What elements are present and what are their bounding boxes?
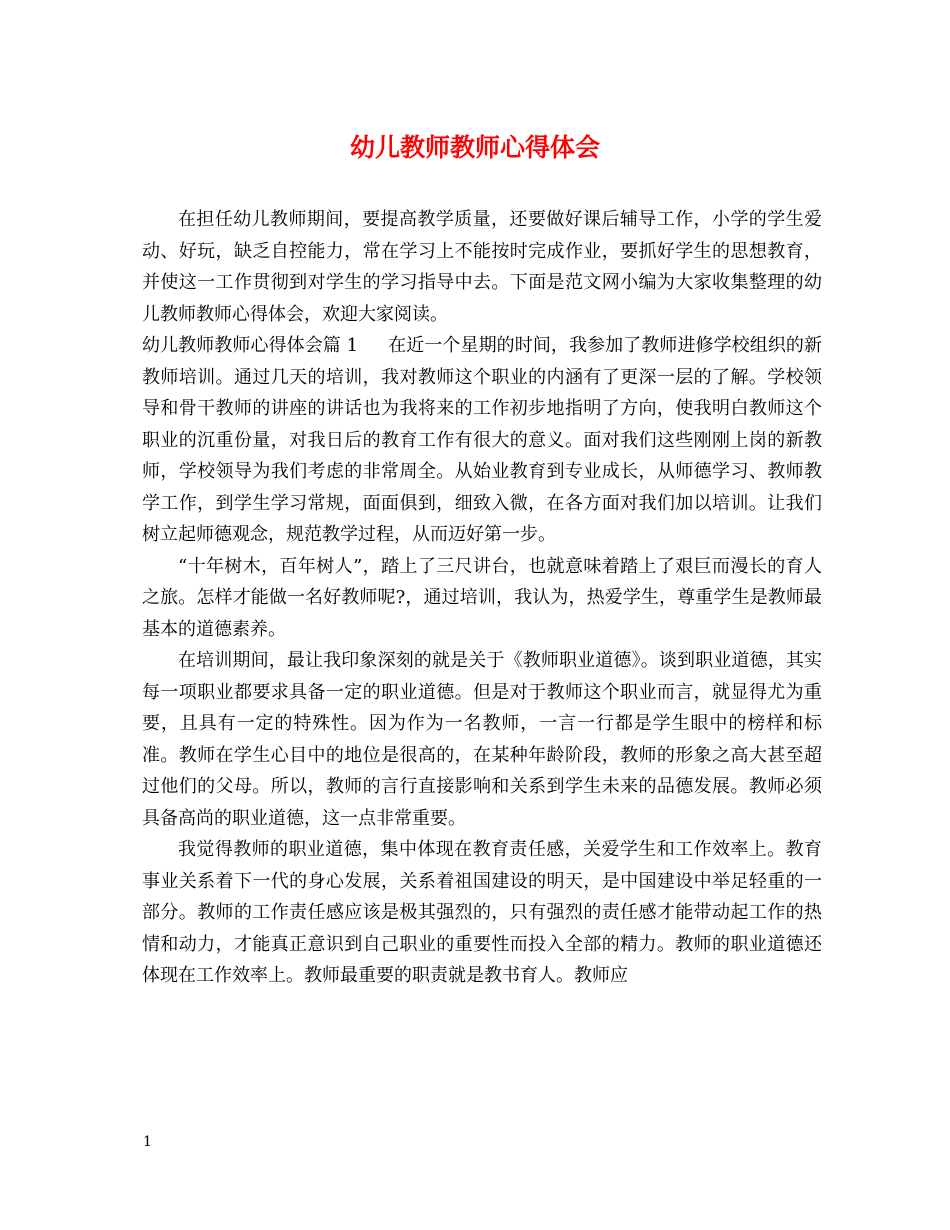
document-title: 幼儿教师教师心得体会 xyxy=(349,133,600,162)
section-first-paragraph: 在近一个星期的时间，我参加了教师进修学校组织的新教师培训。通过几天的培训，我对教师这个职业的内涵有了更深一层的了解。学校领导和骨干教师的讲座的讲话也为我将来的工作初步地指明了方向，使我明白教师这个职业的沉重份量，对我日后的教育工作有很大的意义。面对我们这些刚刚上岗的新教师，学校领导为我们考虑的非常周全。从始业教育到专业成长，从师德学习、教师教学工作，到学生学习常规，面面俱到，细致入微，在各方面对我们加以培训。让我们树立起师德观念，规范教学过程，从而迈好第一步。 xyxy=(142,335,822,545)
intro-paragraph: 在担任幼儿教师期间，要提高教学质量，还要做好课后辅导工作，小学的学生爱动、好玩，缺乏自控能力，常在学习上不能按时完成作业，要抓好学生的思想教育，并使这一工作贯彻到对学生的学习指导中去。下面是范文网小编为大家收集整理的幼儿教师教师心得体会，欢迎大家阅读。 xyxy=(142,209,822,325)
ethics-paragraph: 在培训期间，最让我印象深刻的就是关于《教师职业道德》。谈到职业道德，其实每一项职业都要求具备一定的职业道德。但是对于教师这个职业而言，就显得尤为重要，且具有一定的特殊性。因为作为一名教师，一言一行都是学生眼中的榜样和标准。教师在学生心目中的地位是很高的，在某种年龄阶段，教师的形象之高大甚至超过他们的父母。所以，教师的言行直接影响和关系到学生未来的品德发展。教师必须具备高尚的职业道德，这一点非常重要。 xyxy=(142,650,822,829)
quote-paragraph: “十年树木，百年树人”，踏上了三尺讲台，也就意味着踏上了艰巨而漫长的育人之旅。怎样才能做一名好教师呢?，通过培训，我认为，热爱学生，尊重学生是教师最基本的道德素养。 xyxy=(142,555,822,640)
page-number: 1 xyxy=(143,1134,152,1150)
section-label: 幼儿教师教师心得体会篇 1 xyxy=(142,335,359,356)
document-body xyxy=(142,204,822,992)
responsibility-paragraph: 我觉得教师的职业道德，集中体现在教育责任感，关爱学生和工作效率上。教育事业关系着下一代的身心发展，关系着祖国建设的明天，是中国建设中举足轻重的一部分。教师的工作责任感应该是极其强烈的，只有强烈的责任感才能带动起工作的热情和动力，才能真正意识到自己职业的重要性而投入全部的精力。教师的职业道德还体现在工作效率上。教师最重要的职责就是教书育人。教师应 xyxy=(142,839,822,986)
section-paragraph xyxy=(142,330,822,551)
